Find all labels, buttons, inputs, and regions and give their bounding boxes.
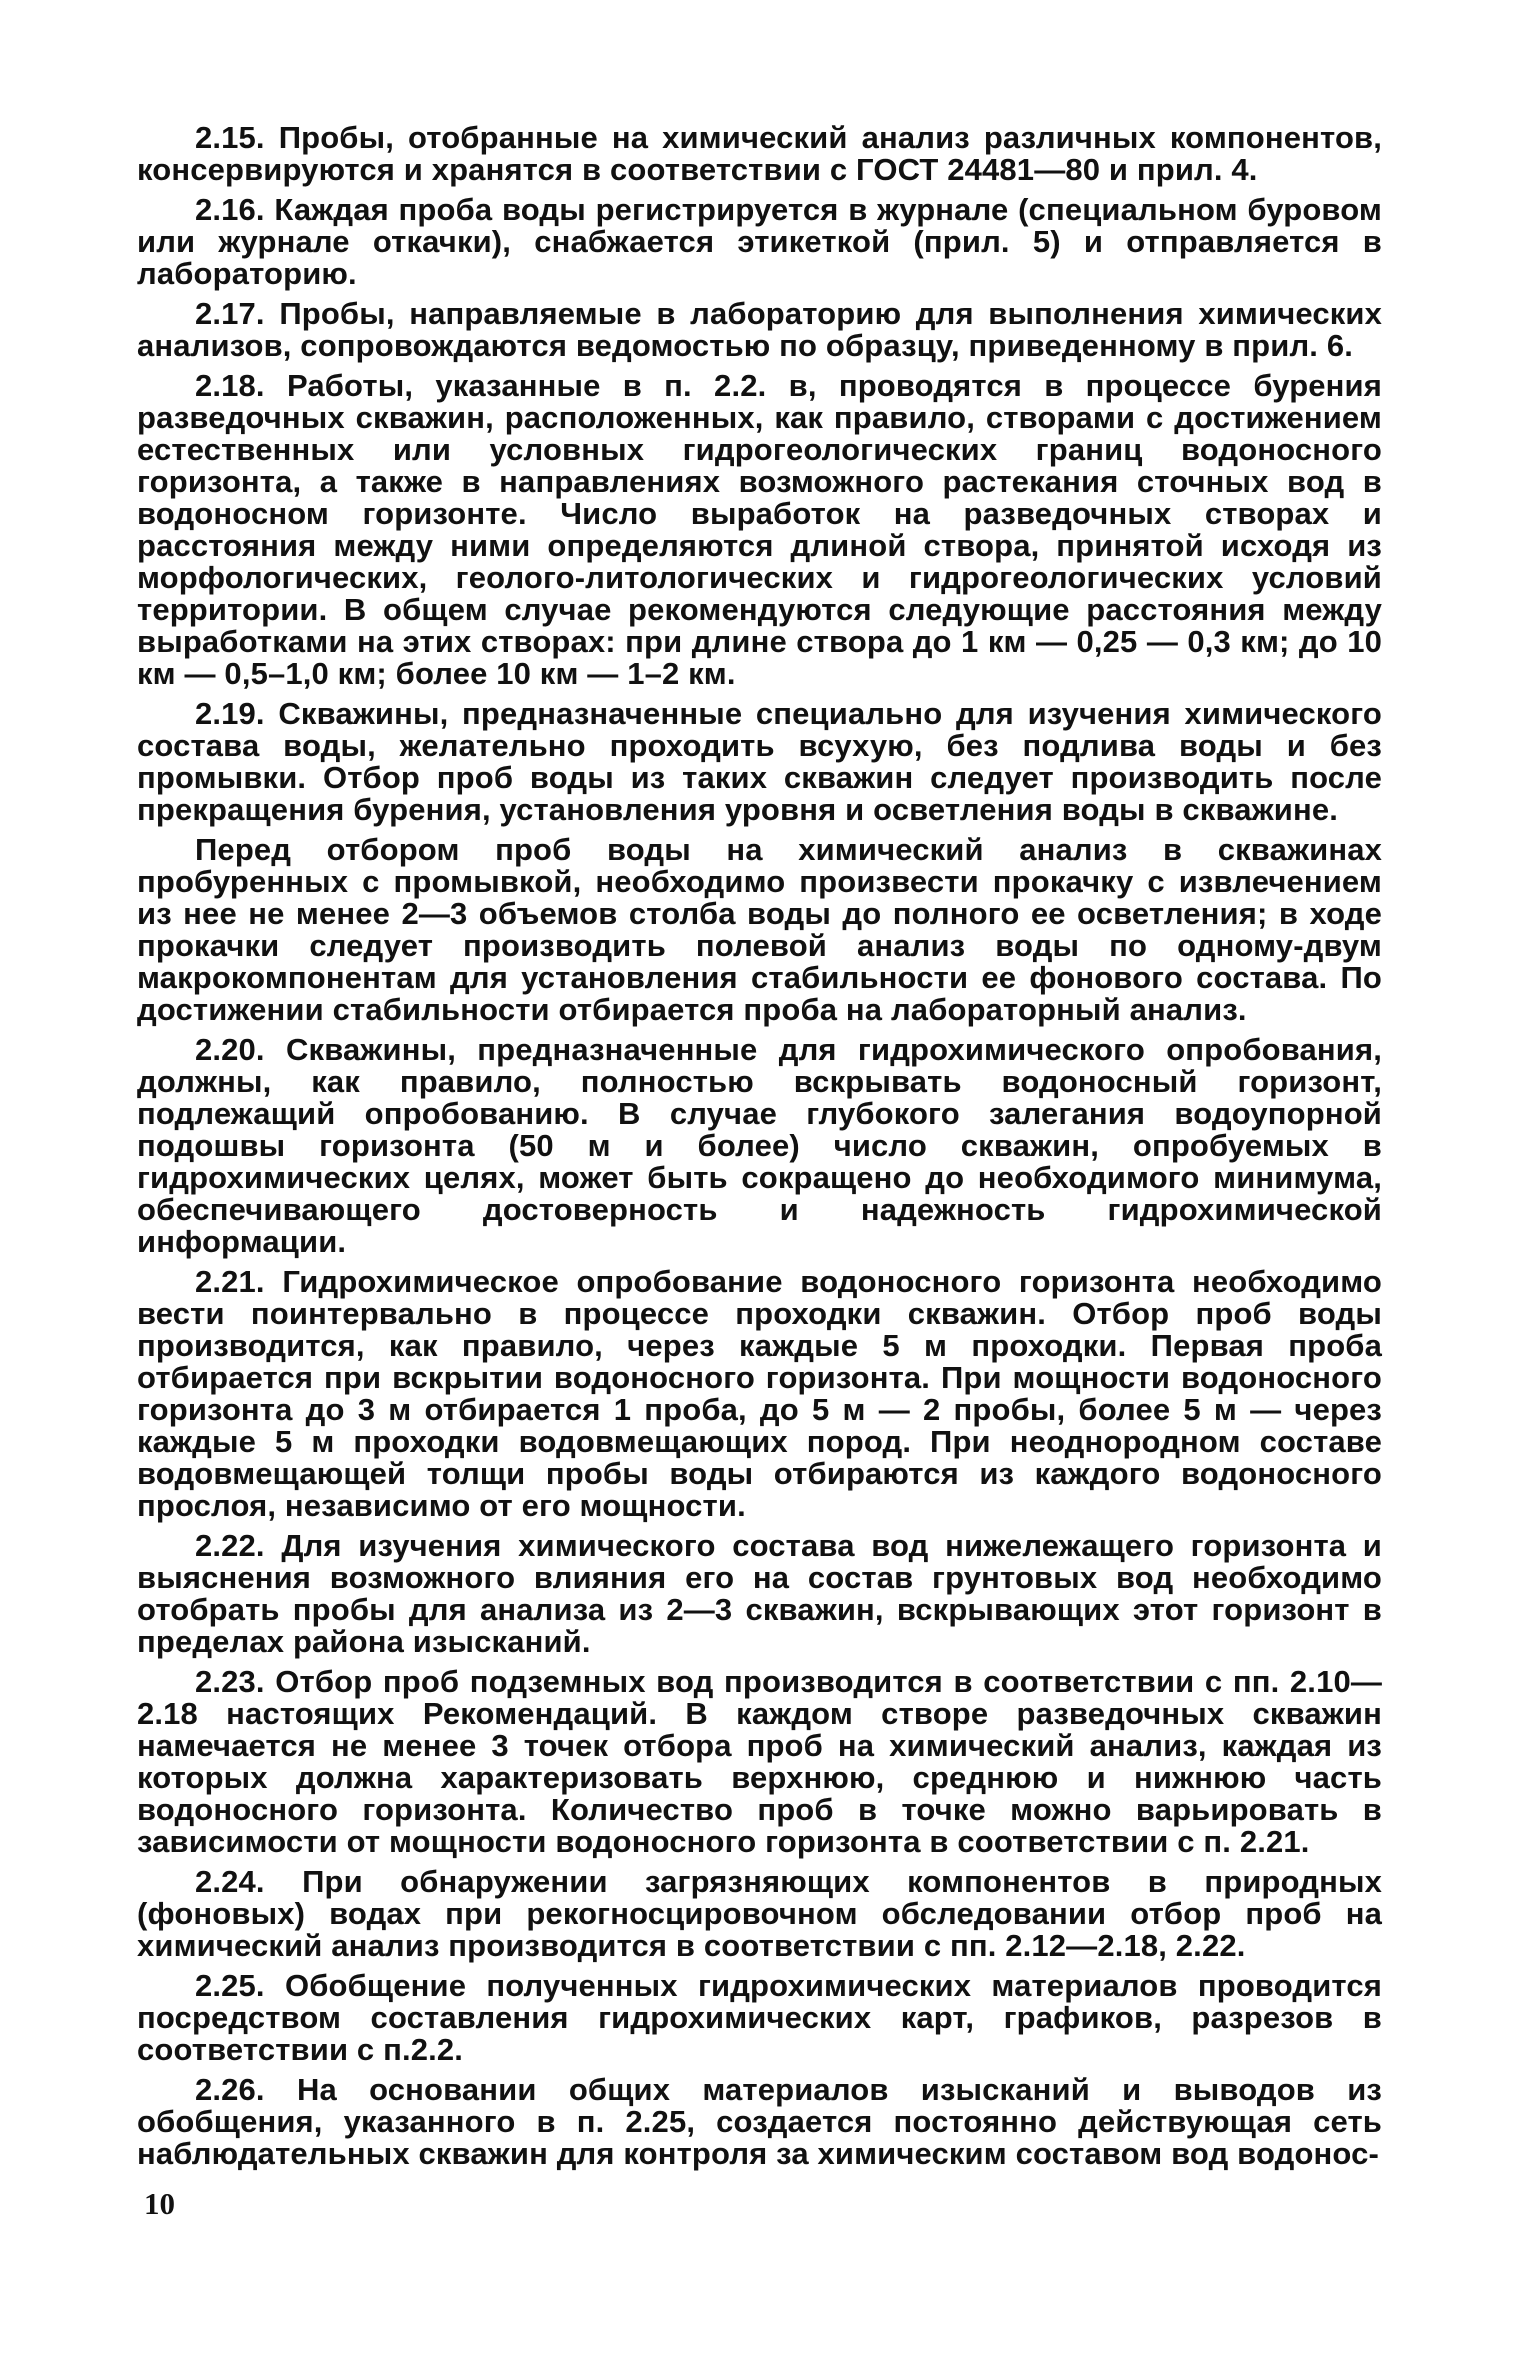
paragraph-number: 2.19. [195, 696, 265, 731]
paragraph-2-24 [137, 1866, 1382, 1962]
paragraph-2-19 [137, 698, 1382, 826]
paragraph-text: При обнаружении загрязняющих компонентов в природных (фоновых) водах при рекогносцировочном обследовании отбор проб на химический анализ производится в соответствии с пп. 2.12—2.18, 2.22. [137, 1864, 1383, 1963]
paragraph-2-26 [137, 2074, 1382, 2170]
paragraph-2-23 [137, 1666, 1382, 1858]
paragraph-number: 2.16. [195, 192, 265, 227]
paragraph-text: Скважины, предназначенные для гидрохимического опробования, должны, как правило, полностью вскрывать водоносный горизонт, подлежащий опробованию. В случае глубокого залегания водоупорной подошвы горизонта (50 м и более) число скважин, опробуемых в гидрохимических целях, может быть сокращено до необходимого минимума, обеспечивающего достоверность и надежность гидрохимической информации. [137, 1032, 1382, 1259]
paragraph-text: Работы, указанные в п. 2.2. в, проводятся в процессе бурения разведочных скважин, расположенных, как правило, створами с достижением естественных или условных гидрогеологических границ водоносного горизонта, а также в направлениях возможного растекания сточных вод в водоносном горизонте. Число выработок на разведочных створах и расстояния между ними определяются длиной створа, принятой исходя из морфологических, геолого-литологических и гидрогеологических условий территории. В общем случае рекомендуются следующие расстояния между выработками на этих створах: при длине створа до 1 км — 0,25 — 0,3 км; до 10 км — 0,5–1,0 км; более 10 км — 1–2 км. [137, 368, 1382, 691]
paragraph-text: Пробы, отобранные на химический анализ различных компонентов, консервируются и хранятся в соответствии с ГОСТ 24481—80 и прил. 4. [137, 120, 1382, 187]
paragraph-number: 2.21. [195, 1264, 265, 1299]
paragraph-text: Обобщение полученных гидрохимических материалов проводится посредством составления гидрохимических карт, графиков, разрезов в соответствии с п.2.2. [137, 1968, 1382, 2067]
paragraph-number: 2.18. [195, 368, 265, 403]
paragraph-2-21 [137, 1266, 1382, 1522]
paragraph-number: 2.20. [195, 1032, 265, 1067]
paragraph-2-19-continued [137, 834, 1382, 1026]
paragraph-2-16 [137, 194, 1382, 290]
paragraph-number: 2.24. [195, 1864, 265, 1899]
paragraph-number: 2.17. [195, 296, 265, 331]
paragraph-text: Пробы, направляемые в лабораторию для выполнения химических анализов, сопровождаются ведомостью по образцу, приведенному в прил. 6. [137, 296, 1383, 363]
paragraph-text: Отбор проб подземных вод производится в соответствии с пп. 2.10—2.18 настоящих Рекомендаций. В каждом створе разведочных скважин намечается не менее 3 точек отбора проб на химический анализ, каждая из которых должна характеризовать верхнюю, среднюю и нижнюю часть водоносного горизонта. Количество проб в точке можно варьировать в зависимости от мощности водоносного горизонта в соответствии с п. 2.21. [137, 1664, 1383, 1859]
paragraph-2-25 [137, 1970, 1382, 2066]
page-number: 10 [144, 2186, 175, 2221]
paragraph-number: 2.15. [195, 120, 265, 155]
paragraph-text: Скважины, предназначенные специально для изучения химического состава воды, желательно проходить всухую, без подлива воды и без промывки. Отбор проб воды из таких скважин следует производить после прекращения бурения, установления уровня и осветления воды в скважине. [137, 696, 1382, 827]
document-page [137, 122, 1382, 2178]
paragraph-number: 2.22. [195, 1528, 265, 1563]
paragraph-2-20 [137, 1034, 1382, 1258]
paragraph-text: Каждая проба воды регистрируется в журнале (специальном буровом или журнале откачки), снабжается этикеткой (прил. 5) и отправляется в лабораторию. [137, 192, 1382, 291]
paragraph-2-22 [137, 1530, 1382, 1658]
paragraph-number: 2.26. [195, 2072, 265, 2107]
paragraph-text: Перед отбором проб воды на химический анализ в скважинах пробуренных с промывкой, необходимо произвести прокачку с извлечением из нее не менее 2—3 объемов столба воды до полного ее осветления; в ходе прокачки следует производить полевой анализ воды по одному-двум макрокомпонентам для установления стабильности ее фонового состава. По достижении стабильности отбирается проба на лабораторный анализ. [137, 832, 1382, 1027]
paragraph-number: 2.23. [195, 1664, 265, 1699]
paragraph-text: Для изучения химического состава вод нижележащего горизонта и выяснения возможного влияния его на состав грунтовых вод необходимо отобрать пробы для анализа из 2—3 скважин, вскрывающих этот горизонт в пределах района изысканий. [137, 1528, 1383, 1659]
paragraph-text: На основании общих материалов изысканий и выводов из обобщения, указанного в п. 2.25, создается постоянно действующая сеть наблюдательных скважин для контроля за химическим составом вод водонос- [137, 2072, 1382, 2171]
paragraph-2-15 [137, 122, 1382, 186]
paragraph-number: 2.25. [195, 1968, 265, 2003]
paragraph-text: Гидрохимическое опробование водоносного горизонта необходимо вести поинтервально в процессе проходки скважин. Отбор проб воды производится, как правило, через каждые 5 м проходки. Первая проба отбирается при вскрытии водоносного горизонта. При мощности водоносного горизонта до 3 м отбирается 1 проба, до 5 м — 2 пробы, более 5 м — через каждые 5 м проходки водовмещающих пород. При неоднородном составе водовмещающей толщи пробы воды отбираются из каждого водоносного прослоя, независимо от его мощности. [137, 1264, 1382, 1523]
paragraph-2-18 [137, 370, 1382, 690]
paragraph-2-17 [137, 298, 1382, 362]
